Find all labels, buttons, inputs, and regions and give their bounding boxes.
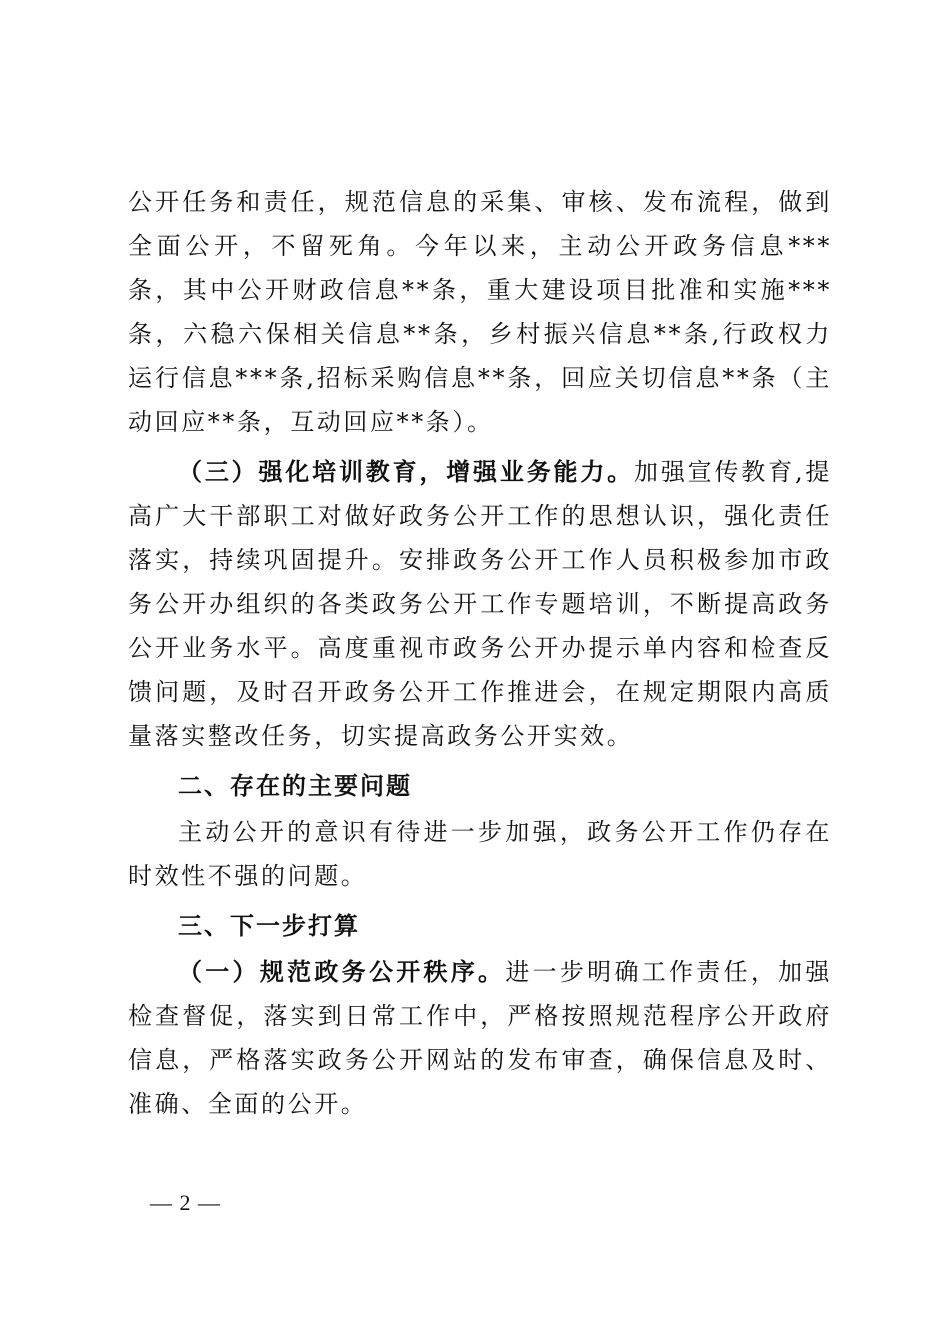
paragraph-text: 主动公开的意识有待进一步加强，政务公开工作仍存在时效性不强的问题。	[128, 818, 832, 890]
document-body	[128, 180, 832, 1126]
subheading-training: （三）强化培训教育，增强业务能力。	[178, 458, 634, 486]
page-number: — 2 —	[150, 1190, 221, 1215]
paragraph-text: 加强宣传教育,提高广大干部职工对做好政务公开工作的思想认识，强化责任落实，持续巩固提升。安排政务公开工作人员积极参加市政务公开办组织的各类政务公开工作专题培训，不断提高政务公开业务水平。高度重视市政务公开办提示单内容和检查反馈问题，及时召开政务公开工作推进会，在规定期限内高质量落实整改任务，切实提高政务公开实效。	[128, 458, 832, 750]
paragraph-next-steps	[128, 950, 832, 1126]
paragraph-disclosure-stats	[128, 180, 832, 444]
paragraph-training	[128, 450, 832, 758]
paragraph-text: 进一步明确工作责任，加强检查督促，落实到日常工作中，严格按照规范程序公开政府信息，严格落实政务公开网站的发布审查，确保信息及时、准确、全面的公开。	[128, 958, 833, 1118]
paragraph-text: 公开任务和责任，规范信息的采集、审核、发布流程，做到全面公开，不留死角。今年以来，主动公开政务信息***条，其中公开财政信息**条，重大建设项目批准和实施***条，六稳六保相关信息**条，乡村振兴信息**条,行政权力运行信息***条,招标采购信息**条，回应关切信息**条（主动回应**条，互动回应**条）。	[128, 188, 832, 436]
section-heading-problems: 二、存在的主要问题	[178, 772, 412, 800]
paragraph-problems	[128, 810, 832, 898]
section-heading-next-steps: 三、下一步打算	[178, 912, 360, 940]
subheading-standardize: （一）规范政务公开秩序。	[178, 958, 506, 986]
